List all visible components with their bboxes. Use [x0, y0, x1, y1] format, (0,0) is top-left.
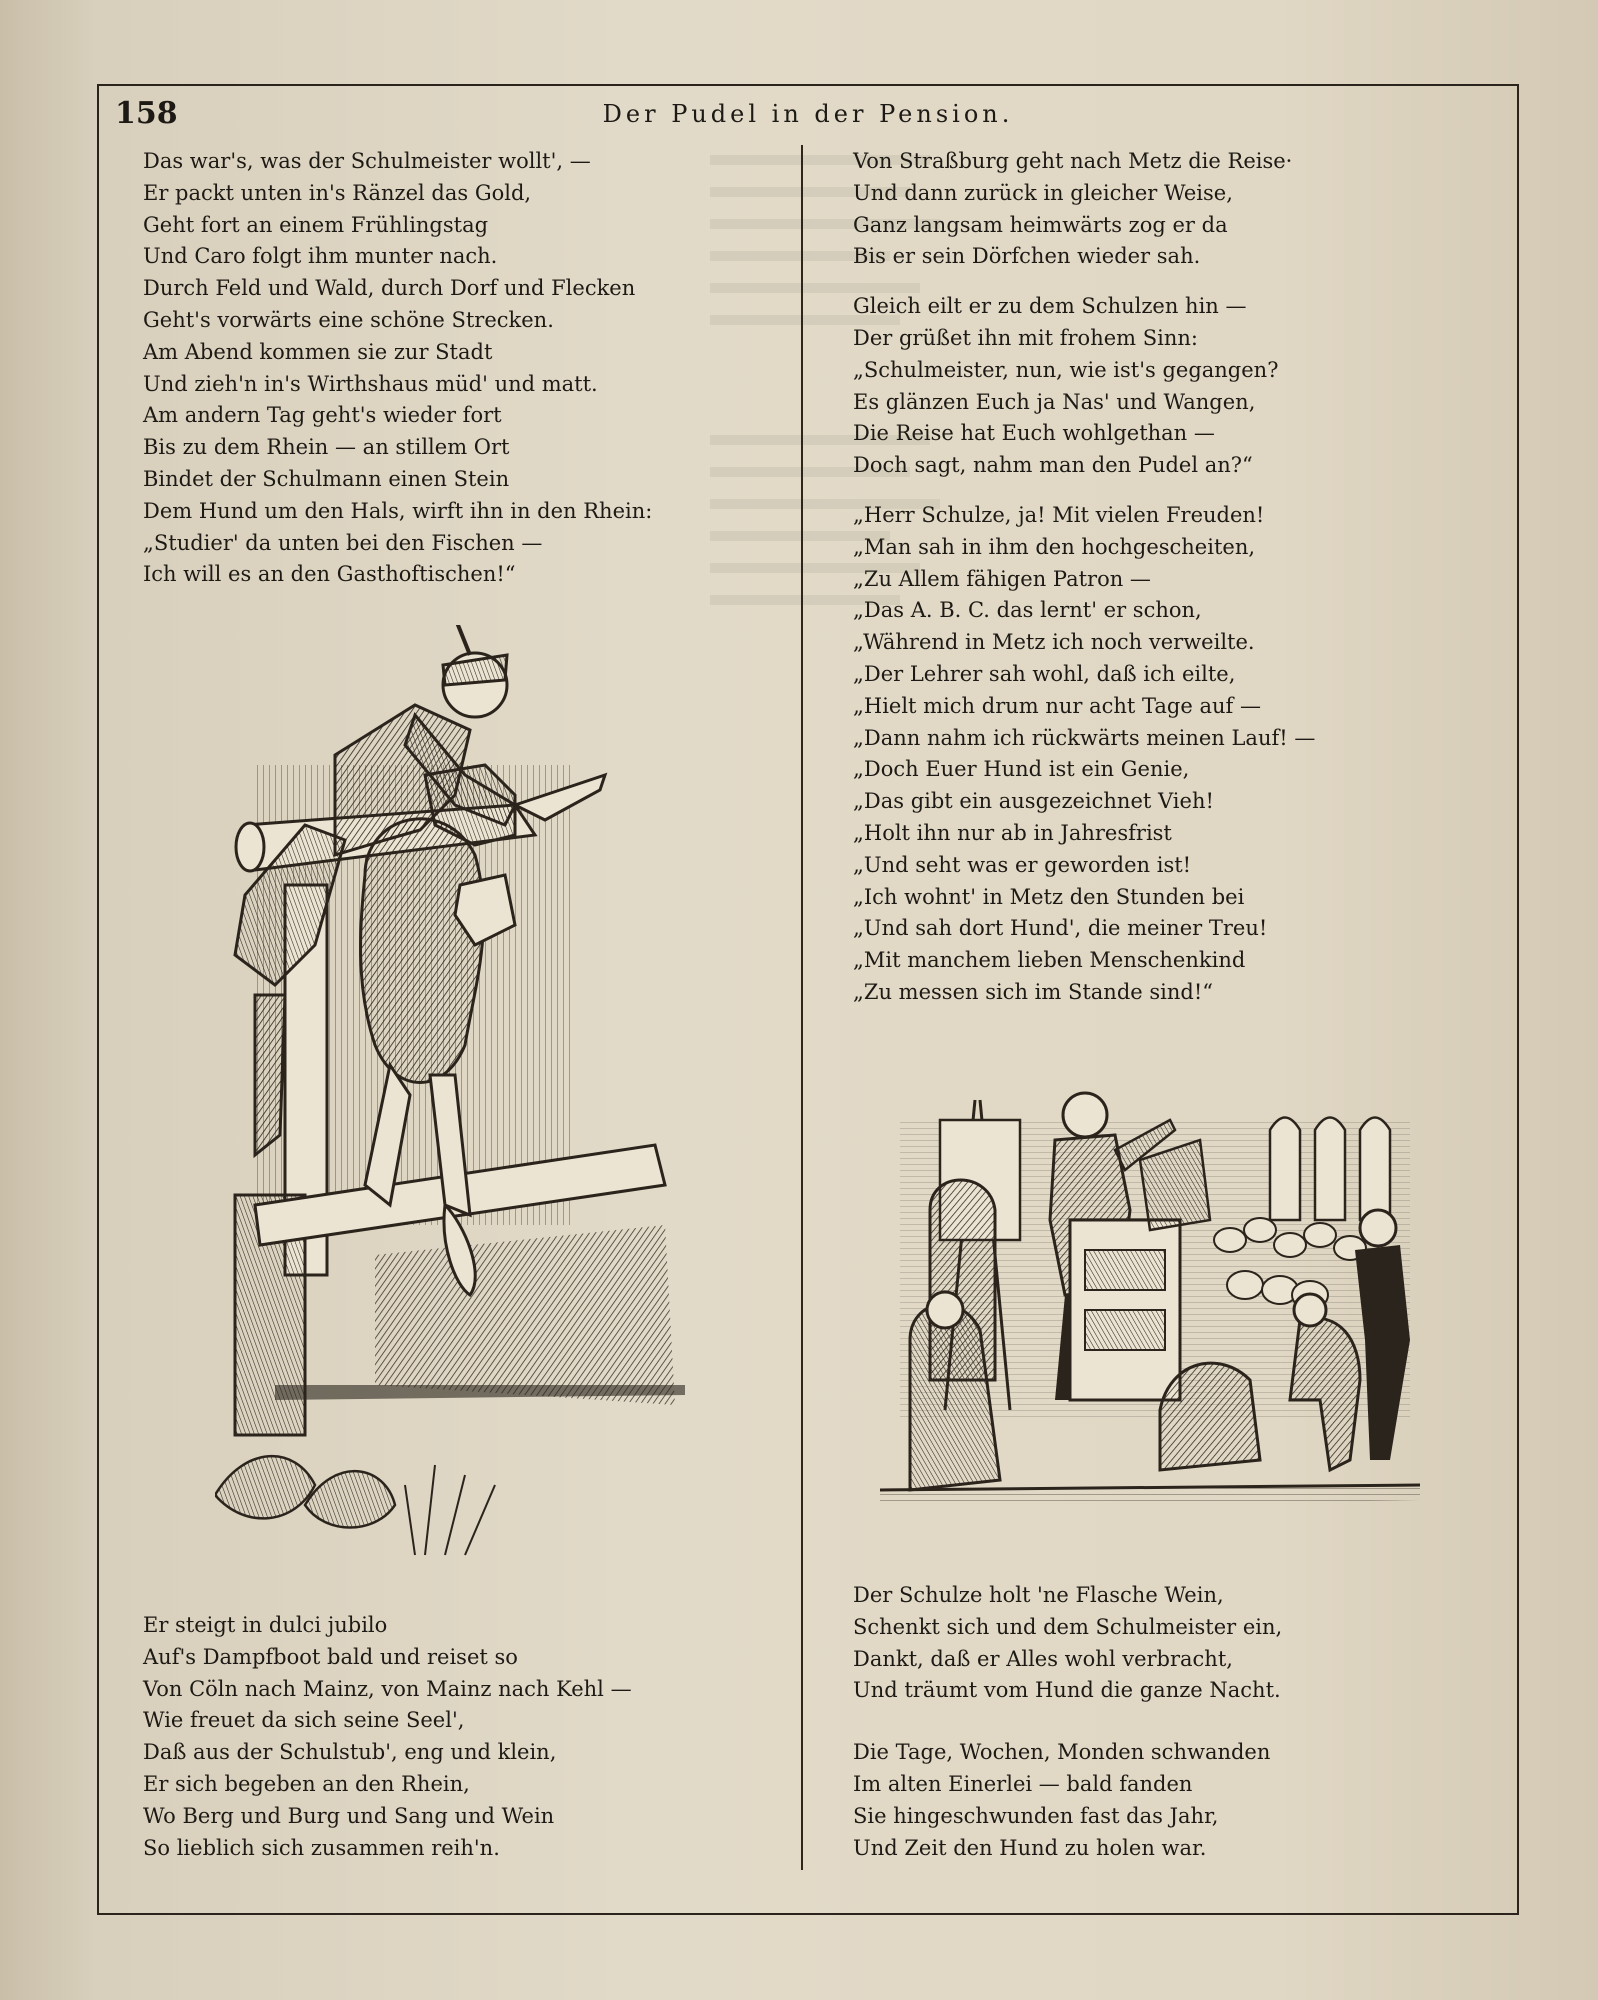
- verse-line: Der Schulze holt 'ne Flasche Wein,: [853, 1583, 1224, 1607]
- left-illustration: [215, 625, 695, 1560]
- verse-line: „Man sah in ihm den hochgescheiten,: [853, 534, 1256, 559]
- verse-line: Gleich eilt er zu dem Schulzen hin —: [853, 294, 1247, 319]
- verse-line: Und zieh'n in's Wirthshaus müd' und matt.: [143, 371, 598, 396]
- classroom-engraving: [870, 1080, 1425, 1525]
- verse-line: Die Tage, Wochen, Monden schwanden: [853, 1740, 1271, 1765]
- stanza-gap: [853, 1707, 1282, 1737]
- verse-line: Es glänzen Euch ja Nas' und Wangen,: [853, 389, 1256, 414]
- verse-line: Durch Feld und Wald, durch Dorf und Flecken: [143, 276, 636, 301]
- verse-line: Und Zeit den Hund zu holen war.: [853, 1835, 1207, 1860]
- verse-line: Am Abend kommen sie zur Stadt: [143, 339, 493, 364]
- verse-line: Das war's, was der Schulmeister wollt', —: [143, 149, 591, 173]
- verse-line: „Und seht was er geworden ist!: [853, 852, 1192, 877]
- right-illustration: [870, 1080, 1425, 1525]
- verse-line: „Doch Euer Hund ist ein Genie,: [853, 757, 1190, 782]
- verse-line: Bis zu dem Rhein — an stillem Ort: [143, 435, 510, 460]
- verse-line: Sie hingeschwunden fast das Jahr,: [853, 1803, 1219, 1828]
- verse-line: „Und sah dort Hund', die meiner Treu!: [853, 916, 1268, 941]
- running-title: Der Pudel in der Pension.: [602, 100, 1014, 128]
- left-stanza-2: [143, 1610, 632, 1864]
- column-divider: [801, 145, 803, 1870]
- verse-line: Und dann zurück in gleicher Weise,: [853, 180, 1233, 205]
- verse-line: Und Caro folgt ihm munter nach.: [143, 244, 498, 269]
- verse-line: Schenkt sich und dem Schulmeister ein,: [853, 1614, 1283, 1639]
- verse-line: „Dann nahm ich rückwärts meinen Lauf! —: [853, 725, 1316, 750]
- verse-line: Doch sagt, nahm man den Pudel an?“: [853, 453, 1253, 478]
- verse-line: „Studier' da unten bei den Fischen —: [143, 530, 543, 555]
- verse-line: „Das gibt ein ausgezeichnet Vieh!: [853, 789, 1214, 814]
- verse-line: Dankt, daß er Alles wohl verbracht,: [853, 1646, 1233, 1671]
- verse-line: Bindet der Schulmann einen Stein: [143, 466, 510, 491]
- verse-line: Und träumt vom Hund die ganze Nacht.: [853, 1678, 1281, 1703]
- verse-line: „Zu messen sich im Stande sind!“: [853, 979, 1214, 1004]
- verse-line: „Herr Schulze, ja! Mit vielen Freuden!: [853, 502, 1265, 527]
- verse-line: Die Reise hat Euch wohlgethan —: [853, 421, 1215, 446]
- verse-line: Daß aus der Schulstub', eng und klein,: [143, 1740, 557, 1765]
- right-column-upper: [853, 146, 1315, 1009]
- verse-line: „Schulmeister, nun, wie ist's gegangen?: [853, 357, 1279, 382]
- verse-line: „Der Lehrer sah wohl, daß ich eilte,: [853, 661, 1236, 686]
- verse-line: Er steigt in dulci jubilo: [143, 1613, 388, 1637]
- verse-line: Er packt unten in's Ränzel das Gold,: [143, 180, 532, 205]
- verse-line: Der grüßet ihn mit frohem Sinn:: [853, 325, 1198, 350]
- verse-line: Dem Hund um den Hals, wirft ihn in den Rhein:: [143, 498, 653, 523]
- verse-line: Ich will es an den Gasthoftischen!“: [143, 562, 516, 587]
- verse-line: So lieblich sich zusammen reih'n.: [143, 1835, 500, 1860]
- verse-line: Er sich begeben an den Rhein,: [143, 1771, 470, 1796]
- verse-line: „Holt ihn nur ab in Jahresfrist: [853, 820, 1172, 845]
- verse-line: Am andern Tag geht's wieder fort: [143, 403, 502, 428]
- verse-line: Geht's vorwärts eine schöne Strecken.: [143, 307, 554, 332]
- left-stanza-1: [143, 146, 652, 591]
- stanza-gap: [853, 482, 1315, 500]
- verse-line: „Ich wohnt' in Metz den Stunden bei: [853, 884, 1245, 909]
- page-number: 158: [115, 96, 178, 131]
- verse-line: „Während in Metz ich noch verweilte.: [853, 630, 1255, 655]
- verse-line: Im alten Einerlei — bald fanden: [853, 1771, 1193, 1796]
- verse-line: Auf's Dampfboot bald und reiset so: [143, 1644, 518, 1669]
- verse-line: „Das A. B. C. das lernt' er schon,: [853, 598, 1202, 623]
- stanza-gap: [853, 273, 1315, 291]
- verse-line: Wie freuet da sich seine Seel',: [143, 1708, 465, 1733]
- right-column-lower: [853, 1580, 1282, 1864]
- running-head: [97, 96, 1519, 132]
- verse-line: Von Cöln nach Mainz, von Mainz nach Kehl —: [143, 1676, 632, 1701]
- schoolmaster-dog-engraving: [215, 625, 695, 1560]
- verse-line: „Hielt mich drum nur acht Tage auf —: [853, 693, 1261, 718]
- verse-line: Ganz langsam heimwärts zog er da: [853, 212, 1228, 237]
- verse-line: Bis er sein Dörfchen wieder sah.: [853, 244, 1201, 269]
- verse-line: „Zu Allem fähigen Patron —: [853, 566, 1151, 591]
- verse-line: Von Straßburg geht nach Metz die Reise·: [853, 149, 1293, 173]
- verse-line: Wo Berg und Burg und Sang und Wein: [143, 1803, 555, 1828]
- verse-line: Geht fort an einem Frühlingstag: [143, 212, 489, 237]
- verse-line: „Mit manchem lieben Menschenkind: [853, 948, 1246, 973]
